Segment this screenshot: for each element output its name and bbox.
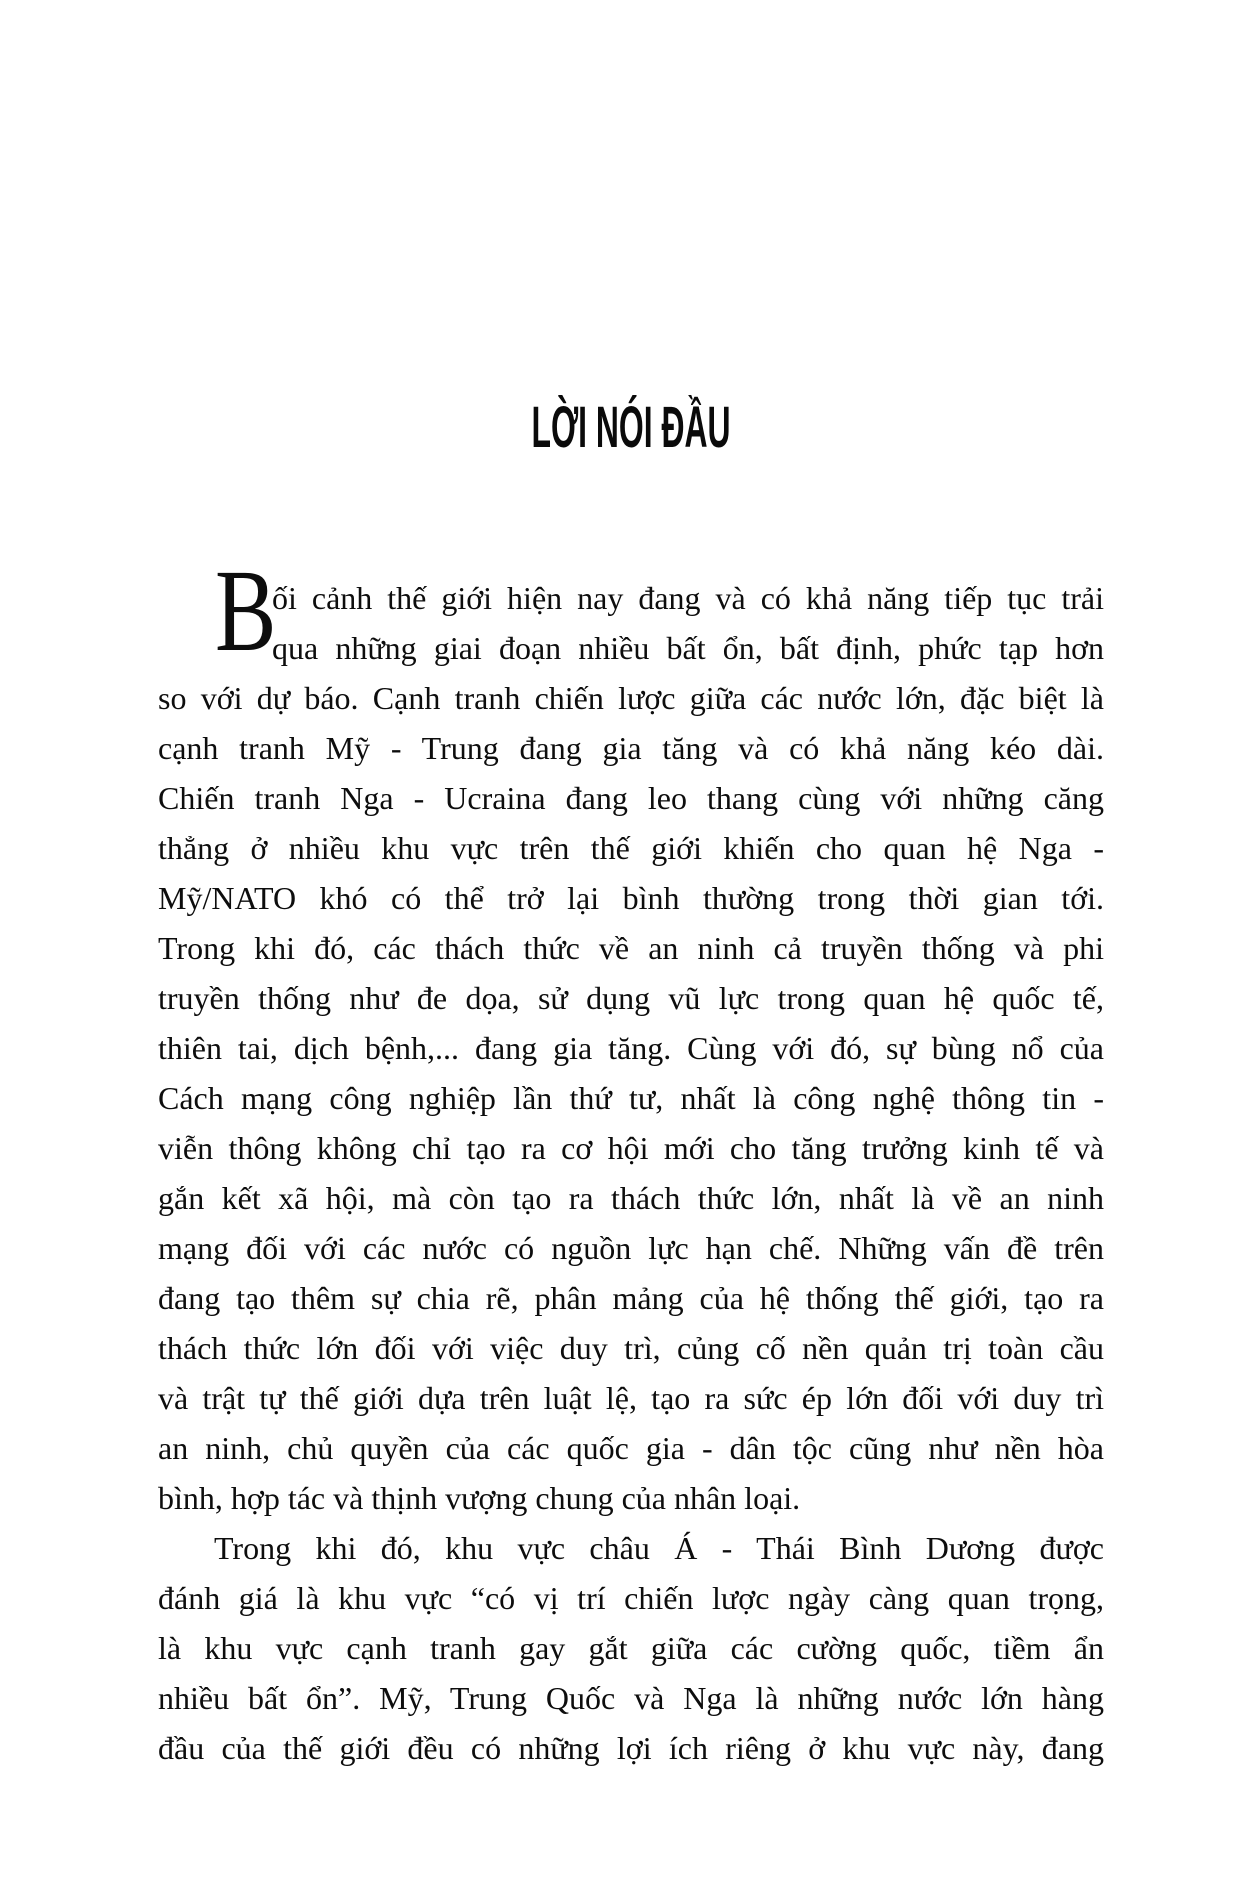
text-line: là khu vực cạnh tranh gay gắt giữa các cường quốc, tiềm ẩn [158, 1630, 1104, 1666]
text-line: nhiều bất ổn”. Mỹ, Trung Quốc và Nga là những nước lớn hàng [158, 1680, 1104, 1716]
text-line: bình, hợp tác và thịnh vượng chung của nhân loại. [158, 1480, 801, 1516]
text-line: đang tạo thêm sự chia rẽ, phân mảng của hệ thống thế giới, tạo ra [158, 1280, 1104, 1316]
text-line: thẳng ở nhiều khu vực trên thế giới khiến cho quan hệ Nga - [158, 830, 1104, 866]
text-line: đầu của thế giới đều có những lợi ích riêng ở khu vực này, đang [158, 1730, 1104, 1766]
text-line: Cách mạng công nghiệp lần thứ tư, nhất là công nghệ thông tin - [158, 1080, 1104, 1116]
text-line: thách thức lớn đối với việc duy trì, củng cố nền quản trị toàn cầu [158, 1330, 1104, 1366]
text-line: và trật tự thế giới dựa trên luật lệ, tạo ra sức ép lớn đối với duy trì [158, 1380, 1104, 1416]
text-line: truyền thống như đe dọa, sử dụng vũ lực trong quan hệ quốc tế, [158, 980, 1104, 1016]
text-line: viễn thông không chỉ tạo ra cơ hội mới cho tăng trưởng kinh tế và [158, 1130, 1104, 1166]
text-line: qua những giai đoạn nhiều bất ổn, bất định, phức tạp hơn [272, 630, 1104, 666]
text-line: an ninh, chủ quyền của các quốc gia - dân tộc cũng như nền hòa [158, 1430, 1104, 1466]
body-text [158, 545, 1104, 1773]
text-line: ối cảnh thế giới hiện nay đang và có khả năng tiếp tục trải [272, 580, 1104, 616]
text-line: so với dự báo. Cạnh tranh chiến lược giữa các nước lớn, đặc biệt là [158, 680, 1104, 716]
text-line: gắn kết xã hội, mà còn tạo ra thách thức lớn, nhất là về an ninh [158, 1180, 1104, 1216]
text-line: mạng đối với các nước có nguồn lực hạn chế. Những vấn đề trên [158, 1230, 1104, 1266]
text-line: thiên tai, dịch bệnh,... đang gia tăng. Cùng với đó, sự bùng nổ của [158, 1030, 1104, 1066]
text-line: Trong khi đó, các thách thức về an ninh cả truyền thống và phi [158, 930, 1104, 966]
paragraph-2 [158, 1523, 1104, 1773]
text-line: cạnh tranh Mỹ - Trung đang gia tăng và có khả năng kéo dài. [158, 730, 1104, 766]
paragraph-1 [158, 545, 1104, 1523]
text-line: Chiến tranh Nga - Ucraina đang leo thang cùng với những căng [158, 780, 1104, 816]
page-title [158, 395, 1104, 460]
drop-cap: B [215, 545, 277, 676]
text-line: đánh giá là khu vực “có vị trí chiến lược ngày càng quan trọng, [158, 1580, 1104, 1616]
text-line: Mỹ/NATO khó có thể trở lại bình thường trong thời gian tới. [158, 880, 1104, 916]
text-line: Trong khi đó, khu vực châu Á - Thái Bình Dương được [214, 1530, 1104, 1566]
page-title-text: LỜI NÓI ĐẦU [531, 395, 731, 460]
